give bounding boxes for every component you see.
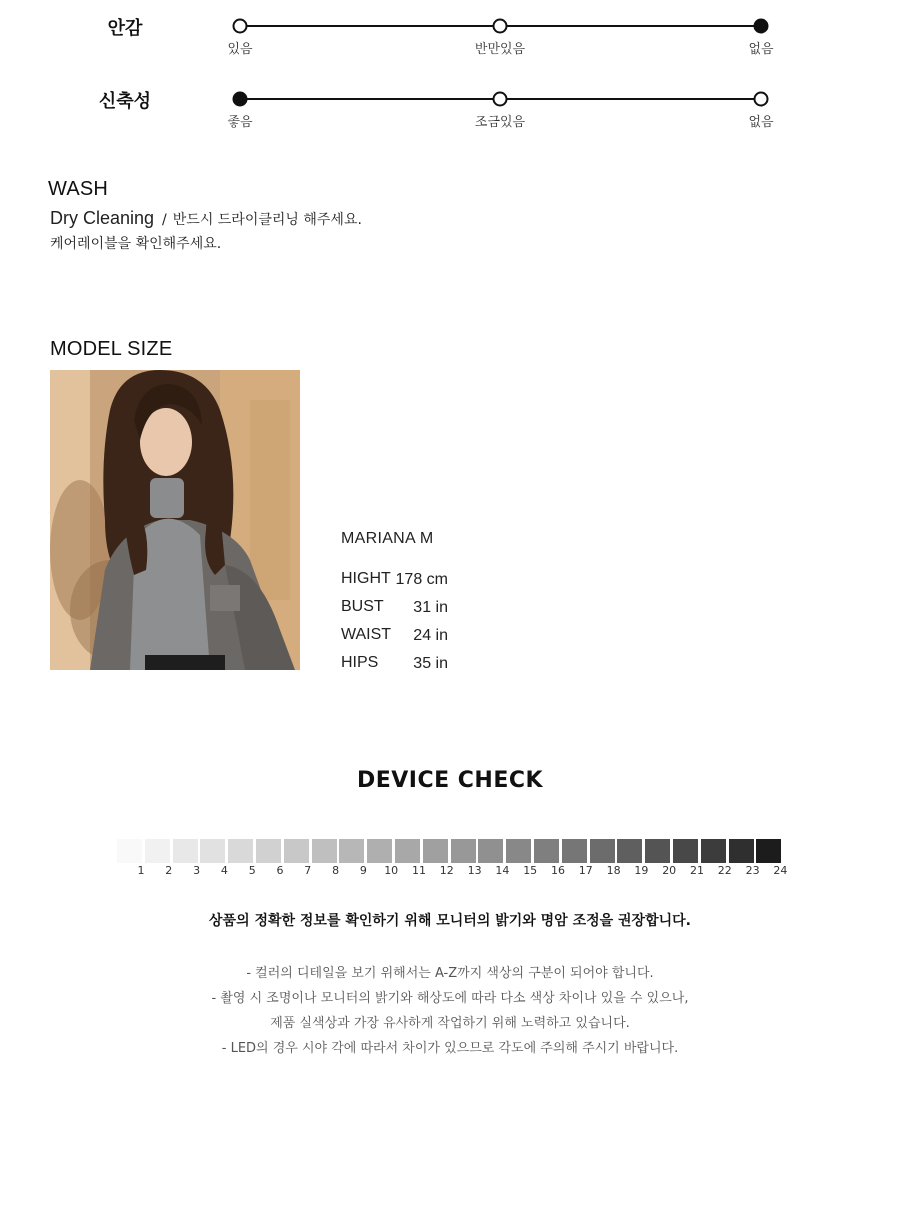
swatch-number: 24	[773, 864, 788, 877]
wash-separator: /	[162, 212, 167, 228]
wash-instruction: 반드시 드라이클리닝 해주세요.	[172, 212, 362, 228]
grayscale-swatch	[534, 839, 559, 863]
device-check-title: DEVICE CHECK	[356, 768, 544, 793]
swatch-number: 4	[220, 864, 228, 877]
scale-option-label: 반만있음	[474, 42, 526, 57]
grayscale-swatch	[228, 839, 253, 863]
grayscale-swatch	[756, 839, 781, 863]
measurement-label: HIGHT	[341, 570, 391, 587]
grayscale-swatch	[200, 839, 225, 863]
swatch-number: 16	[551, 864, 565, 877]
device-check-line: - LED의 경우 시야 각에 따라서 차이가 있으므로 각도에 주의해 주시기 바랍니다.	[221, 1041, 679, 1056]
measurement-value: 35 in	[413, 655, 448, 672]
device-check-line: - 컬러의 디테일을 보기 위해서는 A-Z까지 색상의 구분이 되어야 합니다.	[246, 966, 654, 981]
grayscale-swatch	[729, 839, 754, 863]
wash-method: Dry Cleaning	[50, 208, 155, 228]
scale-option-dot	[493, 92, 508, 107]
grayscale-swatch	[145, 839, 170, 863]
swatch-number: 9	[359, 864, 367, 877]
swatch-number: 3	[193, 864, 201, 877]
swatch-number: 1	[137, 864, 145, 877]
swatch-number: 2	[165, 864, 173, 877]
scale-lining	[0, 0, 900, 57]
wash-instruction-line	[50, 208, 362, 229]
device-check-line: 제품 실색상과 가장 유사하게 작업하기 위해 노력하고 있습니다.	[270, 1016, 630, 1031]
model-photo	[50, 370, 300, 670]
measurement-value: 178 cm	[395, 571, 448, 588]
scale-stretch	[0, 73, 900, 130]
measurement-label: WAIST	[341, 626, 392, 643]
measurement-label: HIPS	[341, 654, 379, 671]
scale-option-label: 없음	[748, 115, 774, 130]
swatch-number: 18	[606, 864, 621, 877]
scale-option-dot	[754, 92, 769, 107]
swatch-number: 23	[745, 864, 760, 877]
swatch-number: 6	[276, 864, 284, 877]
swatch-number: 21	[690, 864, 704, 877]
grayscale-swatch	[673, 839, 698, 863]
swatch-number: 15	[523, 864, 538, 877]
swatch-number: 22	[717, 864, 732, 877]
swatch-number: 13	[467, 864, 482, 877]
grayscale-swatch	[562, 839, 587, 863]
scale-option-dot	[754, 19, 769, 34]
wash-heading: WASH	[48, 178, 109, 200]
scale-option-label: 좋음	[227, 115, 253, 130]
scale-option-label: 있음	[227, 42, 253, 57]
scale-label: 안감	[107, 18, 143, 39]
model-measurement	[341, 598, 461, 622]
swatch-number: 17	[578, 864, 593, 877]
grayscale-swatch	[506, 839, 531, 863]
model-measurement	[341, 654, 461, 678]
swatch-number: 7	[304, 864, 312, 877]
measurement-value: 24 in	[413, 627, 448, 644]
grayscale-swatch	[173, 839, 198, 863]
scale-option-label: 조금있음	[474, 115, 526, 130]
scale-option-dot	[233, 19, 248, 34]
scale-option-dot	[233, 92, 248, 107]
swatch-number: 20	[662, 864, 677, 877]
grayscale-swatch	[617, 839, 642, 863]
swatch-number: 19	[634, 864, 649, 877]
grayscale-swatch	[367, 839, 392, 863]
device-check-line: - 촬영 시 조명이나 모니터의 밝기와 해상도에 따라 다소 색상 차이나 있을 수 있으나,	[211, 991, 689, 1006]
swatch-number: 14	[495, 864, 510, 877]
swatch-number: 12	[439, 864, 454, 877]
swatch-number: 5	[248, 864, 256, 877]
model-illustration	[50, 370, 300, 670]
swatch-number: 10	[384, 864, 399, 877]
grayscale-swatch	[451, 839, 476, 863]
scale-label: 신축성	[98, 91, 152, 112]
grayscale-swatch	[117, 839, 142, 863]
grayscale-swatch	[478, 839, 503, 863]
grayscale-swatch	[312, 839, 337, 863]
grayscale-swatch	[339, 839, 364, 863]
model-size-heading: MODEL SIZE	[50, 338, 173, 360]
grayscale-swatch	[645, 839, 670, 863]
grayscale-swatch	[423, 839, 448, 863]
measurement-label: BUST	[341, 598, 384, 615]
device-check-notice: 상품의 정확한 정보를 확인하기 위해 모니터의 밝기와 명암 조정을 권장합니다.	[209, 913, 691, 929]
swatch-number: 11	[412, 864, 426, 877]
scale-option-dot	[493, 19, 508, 34]
model-name: MARIANA M	[341, 530, 434, 547]
grayscale-swatch	[590, 839, 615, 863]
measurement-value: 31 in	[413, 599, 448, 616]
model-measurement	[341, 626, 461, 650]
model-measurement	[341, 570, 461, 594]
grayscale-swatch	[284, 839, 309, 863]
grayscale-swatch	[256, 839, 281, 863]
wash-note: 케어레이블을 확인해주세요.	[50, 236, 222, 252]
scale-option-label: 없음	[748, 42, 774, 57]
grayscale-swatch	[395, 839, 420, 863]
swatch-number: 8	[332, 864, 340, 877]
grayscale-swatch	[701, 839, 726, 863]
